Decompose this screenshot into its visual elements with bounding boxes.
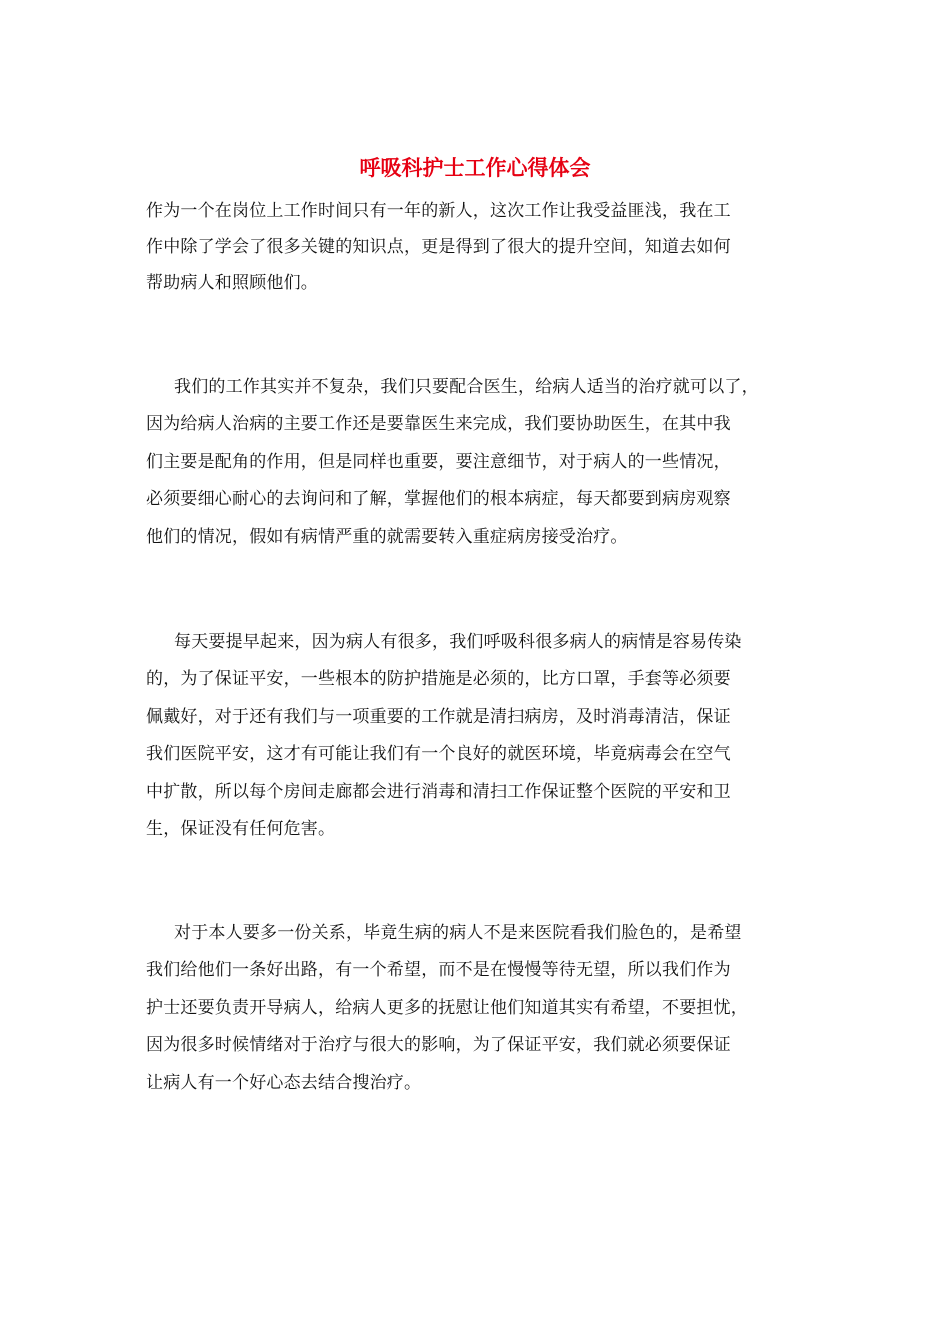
paragraph-line: 作中除了学会了很多关键的知识点，更是得到了很大的提升空间，知道去如何 [146, 237, 731, 257]
paragraph-line: 我们给他们一条好出路，有一个希望，而不是在慢慢等待无望，所以我们作为 [146, 960, 731, 980]
paragraph-line: 因为给病人治病的主要工作还是要靠医生来完成，我们要协助医生，在其中我 [146, 414, 731, 434]
paragraph-line: 他们的情况，假如有病情严重的就需要转入重症病房接受治疗。 [146, 527, 628, 547]
paragraph-line: 让病人有一个好心态去结合搜治疗。 [146, 1073, 422, 1093]
paragraph-line: 每天要提早起来，因为病人有很多，我们呼吸科很多病人的病情是容易传染 [174, 632, 742, 652]
paragraph-line: 佩戴好，对于还有我们与一项重要的工作就是清扫病房，及时消毒清洁，保证 [146, 707, 731, 727]
paragraph-line: 们主要是配角的作用，但是同样也重要，要注意细节，对于病人的一些情况， [146, 452, 731, 472]
paragraph-line: 帮助病人和照顾他们。 [146, 273, 318, 293]
paragraph-line: 作为一个在岗位上工作时间只有一年的新人，这次工作让我受益匪浅，我在工 [146, 201, 731, 221]
paragraph-line: 因为很多时候情绪对于治疗与很大的影响，为了保证平安，我们就必须要保证 [146, 1035, 731, 1055]
paragraph-line: 我们的工作其实并不复杂，我们只要配合医生，给病人适当的治疗就可以了， [174, 377, 759, 397]
paragraph-line: 的，为了保证平安，一些根本的防护措施是必须的，比方口罩，手套等必须要 [146, 669, 731, 689]
paragraph-line: 生，保证没有任何危害。 [146, 819, 336, 839]
paragraph-line: 我们医院平安，这才有可能让我们有一个良好的就医环境，毕竟病毒会在空气 [146, 744, 731, 764]
paragraph-line: 对于本人要多一份关系，毕竟生病的病人不是来医院看我们脸色的，是希望 [174, 923, 742, 943]
paragraph-line: 必须要细心耐心的去询问和了解，掌握他们的根本病症，每天都要到病房观察 [146, 489, 731, 509]
paragraph-line: 护士还要负责开导病人，给病人更多的抚慰让他们知道其实有希望，不要担忧， [146, 998, 748, 1018]
paragraph-line: 中扩散，所以每个房间走廊都会进行消毒和清扫工作保证整个医院的平安和卫 [146, 782, 731, 802]
document-title: 呼吸科护士工作心得体会 [359, 155, 591, 180]
